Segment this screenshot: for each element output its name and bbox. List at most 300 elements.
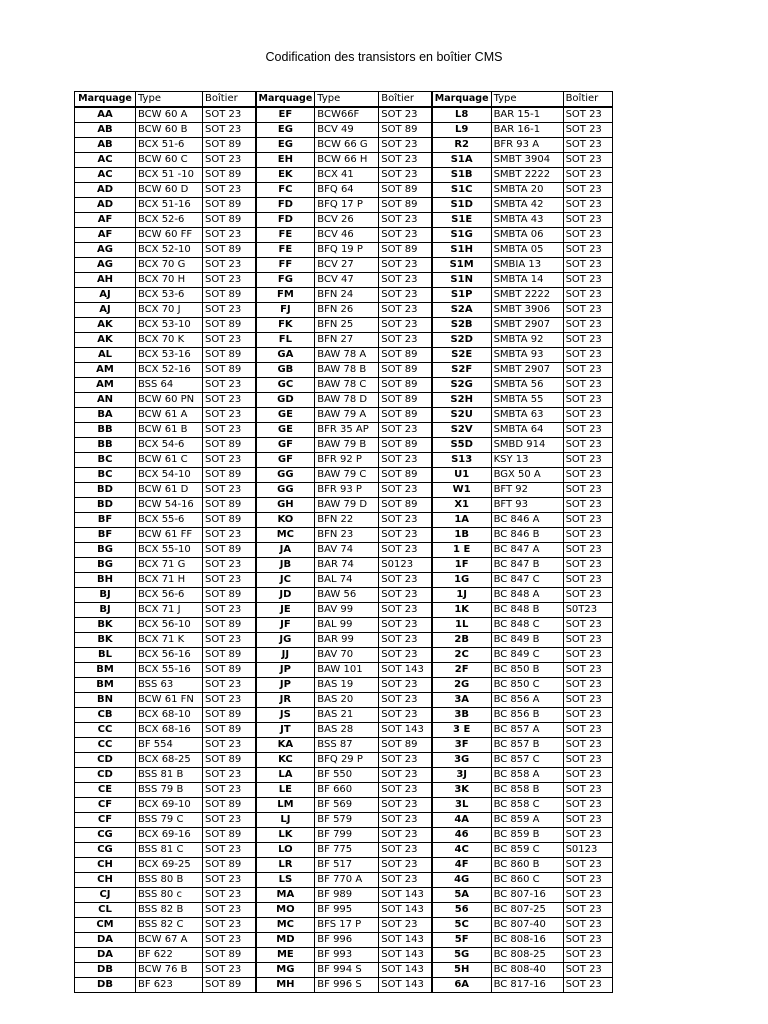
type-cell: BF 996 S [315, 978, 379, 993]
boitier-cell: SOT 23 [379, 303, 432, 318]
marquage-cell: S2H [432, 393, 491, 408]
boitier-cell: SOT 23 [563, 738, 612, 753]
marquage-cell: AG [75, 243, 136, 258]
marquage-cell: AB [75, 123, 136, 138]
marquage-cell: S2V [432, 423, 491, 438]
boitier-cell: SOT 89 [203, 348, 256, 363]
marquage-cell: CH [75, 858, 136, 873]
type-cell: BAS 21 [315, 708, 379, 723]
marquage-cell: EH [256, 153, 315, 168]
table-row [75, 648, 613, 663]
table-row [75, 453, 613, 468]
table-row [75, 183, 613, 198]
marquage-cell: BD [75, 498, 136, 513]
boitier-cell: SOT 89 [203, 438, 256, 453]
boitier-cell: SOT 23 [203, 693, 256, 708]
type-cell: SMBTA 55 [491, 393, 563, 408]
type-cell: BSS 81 C [136, 843, 203, 858]
marquage-cell: EG [256, 138, 315, 153]
marquage-cell: 5A [432, 888, 491, 903]
marquage-cell: JC [256, 573, 315, 588]
type-cell: SMBT 2907 [491, 318, 563, 333]
boitier-cell: SOT 23 [563, 273, 612, 288]
boitier-cell: SOT 23 [563, 978, 612, 993]
type-cell: BFN 25 [315, 318, 379, 333]
header-boitier: Boîtier [563, 92, 612, 108]
marquage-cell: CD [75, 753, 136, 768]
marquage-cell: BN [75, 693, 136, 708]
boitier-cell: SOT 23 [563, 198, 612, 213]
table-row [75, 408, 613, 423]
boitier-cell: SOT 23 [563, 453, 612, 468]
boitier-cell: SOT 23 [203, 378, 256, 393]
page-title: Codification des transistors en boîtier CMS [265, 50, 503, 64]
marquage-cell: S1E [432, 213, 491, 228]
boitier-cell: SOT 23 [563, 318, 612, 333]
boitier-cell: SOT 89 [379, 198, 432, 213]
marquage-cell: 4C [432, 843, 491, 858]
boitier-cell: SOT 23 [203, 333, 256, 348]
marquage-cell: CF [75, 798, 136, 813]
boitier-cell: SOT 23 [203, 813, 256, 828]
boitier-cell: SOT 23 [203, 783, 256, 798]
marquage-cell: BC [75, 453, 136, 468]
type-cell: BFN 26 [315, 303, 379, 318]
type-cell: BAS 28 [315, 723, 379, 738]
marquage-cell: FD [256, 213, 315, 228]
type-cell: BF 569 [315, 798, 379, 813]
table-row [75, 843, 613, 858]
marquage-cell: FG [256, 273, 315, 288]
type-cell: BCW 61 B [136, 423, 203, 438]
boitier-cell: SOT 143 [379, 978, 432, 993]
header-row [75, 92, 613, 108]
marquage-cell: AJ [75, 288, 136, 303]
type-cell: BSS 80 B [136, 873, 203, 888]
type-cell: BC 850 C [491, 678, 563, 693]
marquage-cell: AA [75, 107, 136, 123]
type-cell: BC 807-16 [491, 888, 563, 903]
marquage-cell: S1A [432, 153, 491, 168]
boitier-cell: SOT 23 [563, 138, 612, 153]
marquage-cell: BK [75, 633, 136, 648]
type-cell: BCX 70 K [136, 333, 203, 348]
marquage-cell: 5H [432, 963, 491, 978]
type-cell: BFR 93 P [315, 483, 379, 498]
marquage-cell: AC [75, 168, 136, 183]
table-row [75, 603, 613, 618]
table-row [75, 633, 613, 648]
boitier-cell: SOT 23 [563, 798, 612, 813]
table-row [75, 663, 613, 678]
type-cell: BCX 51 -10 [136, 168, 203, 183]
boitier-cell: SOT 23 [563, 123, 612, 138]
marquage-cell: CG [75, 843, 136, 858]
boitier-cell: SOT 23 [203, 933, 256, 948]
type-cell: BC 808-16 [491, 933, 563, 948]
table-row [75, 333, 613, 348]
marquage-cell: LM [256, 798, 315, 813]
boitier-cell: SOT 23 [203, 903, 256, 918]
type-cell: BCX 56-16 [136, 648, 203, 663]
type-cell: BFR 93 A [491, 138, 563, 153]
boitier-cell: SOT 23 [563, 708, 612, 723]
table-row [75, 813, 613, 828]
type-cell: BC 847 B [491, 558, 563, 573]
type-cell: BAL 74 [315, 573, 379, 588]
type-cell: BC 856 A [491, 693, 563, 708]
type-cell: BCW 67 A [136, 933, 203, 948]
table-row [75, 933, 613, 948]
marquage-cell: L9 [432, 123, 491, 138]
boitier-cell: SOT 23 [203, 453, 256, 468]
boitier-cell: SOT 23 [379, 858, 432, 873]
boitier-cell: SOT 89 [203, 468, 256, 483]
boitier-cell: SOT 89 [203, 168, 256, 183]
marquage-cell: 5F [432, 933, 491, 948]
marquage-cell: LE [256, 783, 315, 798]
type-cell: BC 857 A [491, 723, 563, 738]
table-row [75, 348, 613, 363]
type-cell: BCW 76 B [136, 963, 203, 978]
type-cell: BCX 71 H [136, 573, 203, 588]
boitier-cell: SOT 23 [563, 783, 612, 798]
type-cell: BAR 74 [315, 558, 379, 573]
boitier-cell: SOT 23 [379, 258, 432, 273]
boitier-cell: SOT 23 [563, 663, 612, 678]
boitier-cell: SOT 89 [203, 858, 256, 873]
marquage-cell: LJ [256, 813, 315, 828]
boitier-cell: SOT 23 [379, 798, 432, 813]
boitier-cell: SOT 23 [203, 153, 256, 168]
marquage-cell: AK [75, 318, 136, 333]
table-row [75, 393, 613, 408]
boitier-cell: SOT 23 [379, 318, 432, 333]
boitier-cell: SOT 23 [563, 918, 612, 933]
type-cell: BC 860 B [491, 858, 563, 873]
transistor-code-table [74, 91, 613, 993]
type-cell: BAW 78 D [315, 393, 379, 408]
type-cell: BCW 60 B [136, 123, 203, 138]
marquage-cell: MH [256, 978, 315, 993]
type-cell: BC 856 B [491, 708, 563, 723]
table-row [75, 498, 613, 513]
boitier-cell: SOT 89 [379, 738, 432, 753]
marquage-cell: 1A [432, 513, 491, 528]
marquage-cell: AM [75, 378, 136, 393]
type-cell: BSS 87 [315, 738, 379, 753]
marquage-cell: 3B [432, 708, 491, 723]
boitier-cell: SOT 89 [203, 828, 256, 843]
marquage-cell: AK [75, 333, 136, 348]
type-cell: BFQ 19 P [315, 243, 379, 258]
marquage-cell: GF [256, 453, 315, 468]
table-row [75, 978, 613, 993]
type-cell: BAV 74 [315, 543, 379, 558]
marquage-cell: BA [75, 408, 136, 423]
marquage-cell: S1C [432, 183, 491, 198]
type-cell: BCW 61 FF [136, 528, 203, 543]
marquage-cell: JR [256, 693, 315, 708]
marquage-cell: 3 E [432, 723, 491, 738]
type-cell: BC 857 B [491, 738, 563, 753]
header-boitier: Boîtier [203, 92, 256, 108]
marquage-cell: KC [256, 753, 315, 768]
marquage-cell: DB [75, 963, 136, 978]
boitier-cell: SOT 23 [563, 933, 612, 948]
boitier-cell: SOT 23 [379, 168, 432, 183]
boitier-cell: SOT 89 [203, 288, 256, 303]
marquage-cell: CD [75, 768, 136, 783]
type-cell: BAR 99 [315, 633, 379, 648]
marquage-cell: BJ [75, 588, 136, 603]
boitier-cell: SOT 89 [379, 393, 432, 408]
marquage-cell: MO [256, 903, 315, 918]
marquage-cell: JB [256, 558, 315, 573]
type-cell: BFT 92 [491, 483, 563, 498]
marquage-cell: JA [256, 543, 315, 558]
type-cell: SMBTA 05 [491, 243, 563, 258]
marquage-cell: JP [256, 678, 315, 693]
type-cell: BSS 79 B [136, 783, 203, 798]
table-row [75, 423, 613, 438]
type-cell: BC 847 A [491, 543, 563, 558]
boitier-cell: SOT 23 [379, 753, 432, 768]
boitier-cell: SOT 23 [563, 468, 612, 483]
marquage-cell: GC [256, 378, 315, 393]
table-row [75, 168, 613, 183]
type-cell: BCX 55-16 [136, 663, 203, 678]
boitier-cell: SOT 23 [379, 138, 432, 153]
boitier-cell: SOT 23 [379, 228, 432, 243]
marquage-cell: S2U [432, 408, 491, 423]
table-row [75, 828, 613, 843]
type-cell: BF 989 [315, 888, 379, 903]
table-row [75, 783, 613, 798]
boitier-cell: SOT 23 [203, 573, 256, 588]
boitier-cell: SOT 89 [203, 498, 256, 513]
type-cell: BAW 78 A [315, 348, 379, 363]
table-row [75, 753, 613, 768]
boitier-cell: SOT 23 [563, 528, 612, 543]
boitier-cell: SOT 23 [563, 903, 612, 918]
boitier-cell: SOT 89 [203, 618, 256, 633]
marquage-cell: LR [256, 858, 315, 873]
table-row [75, 468, 613, 483]
type-cell: BC 846 A [491, 513, 563, 528]
marquage-cell: 3K [432, 783, 491, 798]
table-row [75, 543, 613, 558]
type-cell: BSS 82 B [136, 903, 203, 918]
boitier-cell: SOT 23 [563, 753, 612, 768]
marquage-cell: JP [256, 663, 315, 678]
marquage-cell: KO [256, 513, 315, 528]
type-cell: BF 770 A [315, 873, 379, 888]
marquage-cell: GD [256, 393, 315, 408]
type-cell: BFN 23 [315, 528, 379, 543]
marquage-cell: JT [256, 723, 315, 738]
marquage-cell: 3L [432, 798, 491, 813]
marquage-cell: BF [75, 513, 136, 528]
table-row [75, 198, 613, 213]
marquage-cell: MG [256, 963, 315, 978]
marquage-cell: CL [75, 903, 136, 918]
boitier-cell: SOT 23 [203, 843, 256, 858]
marquage-cell: 1G [432, 573, 491, 588]
marquage-cell: S2B [432, 318, 491, 333]
marquage-cell: 3F [432, 738, 491, 753]
boitier-cell: S0123 [563, 843, 612, 858]
type-cell: SMBT 2222 [491, 288, 563, 303]
type-cell: SMBT 3906 [491, 303, 563, 318]
type-cell: BCX 53-6 [136, 288, 203, 303]
type-cell: BCX 56-6 [136, 588, 203, 603]
type-cell: SMBTA 92 [491, 333, 563, 348]
boitier-cell: SOT 23 [379, 213, 432, 228]
boitier-cell: SOT 143 [379, 948, 432, 963]
boitier-cell: SOT 23 [563, 858, 612, 873]
type-cell: BFR 35 AP [315, 423, 379, 438]
boitier-cell: SOT 143 [379, 903, 432, 918]
marquage-cell: 4A [432, 813, 491, 828]
table-row [75, 618, 613, 633]
marquage-cell: BM [75, 678, 136, 693]
boitier-cell: SOT 23 [563, 573, 612, 588]
marquage-cell: S2F [432, 363, 491, 378]
boitier-cell: SOT 23 [379, 453, 432, 468]
table-row [75, 558, 613, 573]
type-cell: BF 993 [315, 948, 379, 963]
type-cell: BC 847 C [491, 573, 563, 588]
marquage-cell: FE [256, 228, 315, 243]
marquage-cell: S1M [432, 258, 491, 273]
type-cell: BGX 50 A [491, 468, 563, 483]
type-cell: BAW 78 B [315, 363, 379, 378]
type-cell: BFS 17 P [315, 918, 379, 933]
type-cell: BCX 54-6 [136, 438, 203, 453]
type-cell: BC 859 C [491, 843, 563, 858]
boitier-cell: SOT 23 [203, 228, 256, 243]
type-cell: BAS 19 [315, 678, 379, 693]
marquage-cell: L8 [432, 107, 491, 123]
boitier-cell: SOT 89 [379, 183, 432, 198]
type-cell: BC 848 C [491, 618, 563, 633]
type-cell: BC 808-40 [491, 963, 563, 978]
table-row [75, 588, 613, 603]
marquage-cell: 3J [432, 768, 491, 783]
type-cell: BCX 52-6 [136, 213, 203, 228]
boitier-cell: SOT 89 [203, 723, 256, 738]
boitier-cell: SOT 23 [563, 183, 612, 198]
boitier-cell: SOT 23 [203, 768, 256, 783]
header-marquage: Marquage [256, 92, 315, 108]
type-cell: SMBT 2222 [491, 168, 563, 183]
marquage-cell: EK [256, 168, 315, 183]
boitier-cell: SOT 23 [203, 423, 256, 438]
type-cell: BF 660 [315, 783, 379, 798]
marquage-cell: BG [75, 543, 136, 558]
type-cell: BF 517 [315, 858, 379, 873]
boitier-cell: SOT 23 [563, 558, 612, 573]
table-row [75, 243, 613, 258]
table-row [75, 123, 613, 138]
type-cell: BCW66F [315, 107, 379, 123]
type-cell: SMBT 3904 [491, 153, 563, 168]
boitier-cell: SOT 23 [379, 483, 432, 498]
marquage-cell: AL [75, 348, 136, 363]
boitier-cell: SOT 23 [379, 603, 432, 618]
table-row [75, 107, 613, 123]
marquage-cell: CH [75, 873, 136, 888]
type-cell: BC 807-40 [491, 918, 563, 933]
boitier-cell: SOT 23 [563, 873, 612, 888]
type-cell: BC 858 A [491, 768, 563, 783]
boitier-cell: SOT 23 [379, 543, 432, 558]
type-cell: BFR 92 P [315, 453, 379, 468]
marquage-cell: LO [256, 843, 315, 858]
type-cell: BSS 63 [136, 678, 203, 693]
marquage-cell: S2A [432, 303, 491, 318]
marquage-cell: DA [75, 948, 136, 963]
boitier-cell: SOT 143 [379, 888, 432, 903]
table-row [75, 138, 613, 153]
type-cell: BF 579 [315, 813, 379, 828]
type-cell: BAW 56 [315, 588, 379, 603]
marquage-cell: BL [75, 648, 136, 663]
marquage-cell: MC [256, 918, 315, 933]
boitier-cell: SOT 89 [203, 513, 256, 528]
boitier-cell: SOT 23 [563, 963, 612, 978]
boitier-cell: SOT 89 [203, 753, 256, 768]
type-cell: BCX 51-6 [136, 138, 203, 153]
type-cell: BC 848 B [491, 603, 563, 618]
boitier-cell: SOT 23 [203, 888, 256, 903]
header-type: Type [491, 92, 563, 108]
boitier-cell: SOT 89 [379, 348, 432, 363]
boitier-cell: SOT 23 [203, 678, 256, 693]
type-cell: SMBIA 13 [491, 258, 563, 273]
table-row [75, 693, 613, 708]
marquage-cell: GE [256, 423, 315, 438]
boitier-cell: SOT 89 [203, 798, 256, 813]
type-cell: BC 849 C [491, 648, 563, 663]
marquage-cell: AD [75, 198, 136, 213]
boitier-cell: SOT 23 [203, 738, 256, 753]
type-cell: BAR 15-1 [491, 107, 563, 123]
marquage-cell: GH [256, 498, 315, 513]
marquage-cell: JE [256, 603, 315, 618]
type-cell: BCX 69-10 [136, 798, 203, 813]
type-cell: BSS 82 C [136, 918, 203, 933]
marquage-cell: BB [75, 423, 136, 438]
marquage-cell: S1B [432, 168, 491, 183]
marquage-cell: JD [256, 588, 315, 603]
marquage-cell: AF [75, 213, 136, 228]
boitier-cell: SOT 23 [203, 123, 256, 138]
boitier-cell: SOT 23 [563, 813, 612, 828]
type-cell: BAW 78 C [315, 378, 379, 393]
boitier-cell: SOT 23 [379, 918, 432, 933]
boitier-cell: SOT 23 [203, 558, 256, 573]
type-cell: BCX 69-25 [136, 858, 203, 873]
marquage-cell: 1B [432, 528, 491, 543]
boitier-cell: SOT 23 [379, 273, 432, 288]
type-cell: BAW 79 B [315, 438, 379, 453]
type-cell: BCX 56-10 [136, 618, 203, 633]
type-cell: KSY 13 [491, 453, 563, 468]
boitier-cell: SOT 89 [203, 243, 256, 258]
type-cell: BCX 51-16 [136, 198, 203, 213]
